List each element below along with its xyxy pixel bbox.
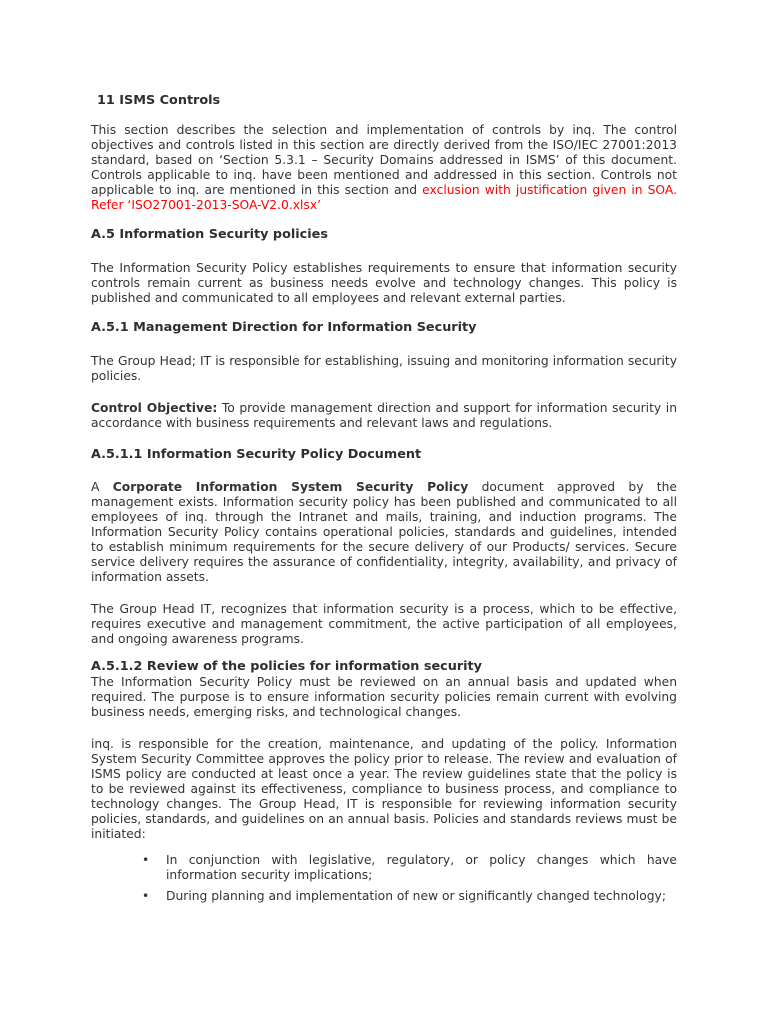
a512-heading: A.5.1.2 Review of the policies for information security <box>91 659 483 674</box>
section-heading: 11 ISMS Controls <box>97 93 221 108</box>
review-triggers-list <box>91 853 677 904</box>
list-item-text: During planning and implementation of new or significantly changed technology; <box>166 889 666 903</box>
list-item <box>91 853 677 883</box>
intro-text: This section describes the selection and implementation of controls by inq. The control objectives and controls listed in this section are directly derived from the ISO/IEC 27001:2013 standard, based on ‘Section 5.3.1 – Security Domains addressed in ISMS’ of this document. Controls applicable to inq. have been mentioned and addressed in this section. Controls not applicable to inq. are mentioned in this section and <box>91 123 677 197</box>
a511-text: document approved by the management exists. Information security policy has been published and communicated to all employees of inq. through the Intranet and mails, training, and induction programs. The Information Security Policy contains operational policies, standards and guidelines, intended to establish minimum requirements for the secure delivery of our Products/ services. Secure service delivery requires the assurance of confidentiality, integrity, availability, and privacy of information assets. <box>91 480 677 584</box>
control-objective-label: Control Objective: <box>91 401 218 415</box>
a5-heading: A.5 Information Security policies <box>91 227 328 242</box>
bullet-icon: • <box>142 853 150 867</box>
policy-name: Corporate Information System Security Policy <box>112 480 469 494</box>
list-item-text: In conjunction with legislative, regulatory, or policy changes which have information security implications; <box>166 853 677 882</box>
bullet-icon: • <box>142 889 150 903</box>
control-objective <box>91 401 677 431</box>
a5-paragraph: The Information Security Policy establishes requirements to ensure that information security controls remain current as business needs evolve and technology changes. This policy is published and communicated to all employees and relevant external parties. <box>91 261 677 305</box>
intro-paragraph <box>91 123 677 213</box>
a511-heading: A.5.1.1 Information Security Policy Document <box>91 447 422 462</box>
soa-reference: exclusion with justification given in SOA. Refer ‘ISO27001-2013-SOA-V2.0.xlsx’ <box>91 183 677 212</box>
a51-paragraph: The Group Head; IT is responsible for establishing, issuing and monitoring information security policies. <box>91 354 677 383</box>
a511-paragraph <box>91 480 677 585</box>
a51-heading: A.5.1 Management Direction for Information Security <box>91 320 477 335</box>
inq-paragraph: inq. is responsible for the creation, maintenance, and updating of the policy. Information System Security Committee approves the policy prior to release. The review and evaluation of ISMS policy are conducted at least once a year. The review guidelines state that the policy is to be reviewed against its effectiveness, compliance to business process, and compliance to technology changes. The Group Head, IT is responsible for reviewing information security policies, standards, and guidelines on an annual basis. Policies and standards reviews must be initiated: <box>91 737 677 841</box>
group-head-paragraph: The Group Head IT, recognizes that information security is a process, which to be effective, requires executive and management commitment, the active participation of all employees, and ongoing awareness programs. <box>91 602 677 646</box>
list-item <box>91 889 677 904</box>
control-objective-text: To provide management direction and support for information security in accordance with business requirements and relevant laws and regulations. <box>91 401 677 430</box>
a512-paragraph: The Information Security Policy must be reviewed on an annual basis and updated when required. The purpose is to ensure information security policies remain current with evolving business needs, emerging risks, and technological changes. <box>91 675 677 719</box>
a511-prefix: A <box>91 480 113 494</box>
